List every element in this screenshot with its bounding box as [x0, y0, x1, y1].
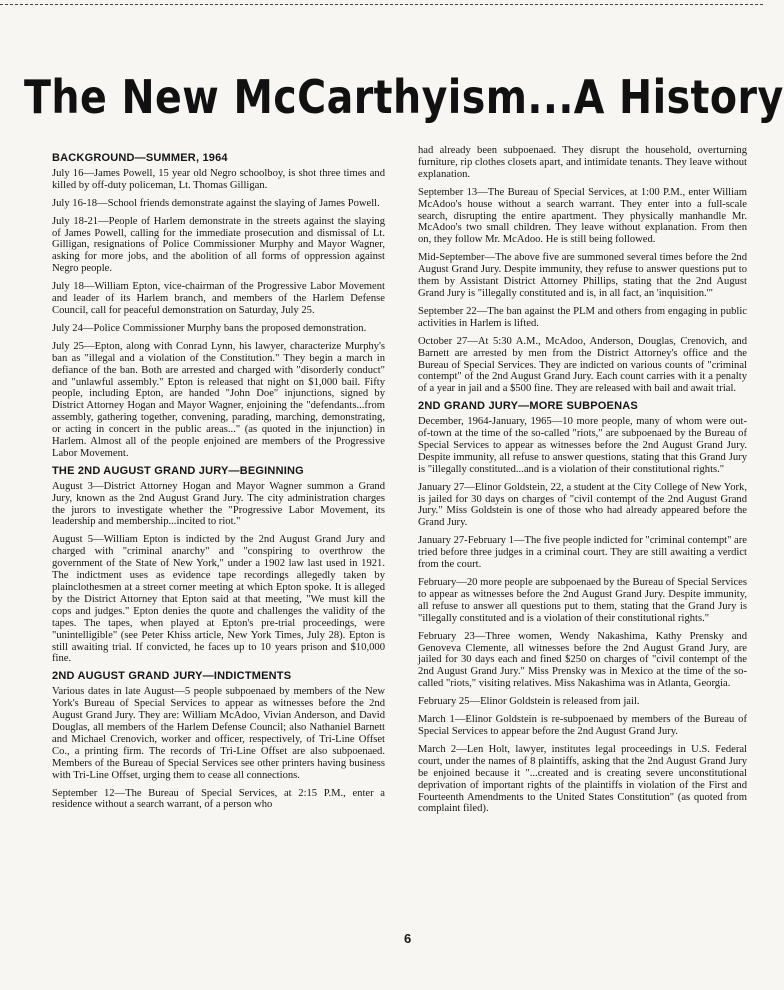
timeline-entry: July 25—Epton, along with Conrad Lynn, his lawyer, characterize Murphy's ban as "illegal and a violation of the Constitution." They begin a march in defiance of the ban. Both are arrested and charged with "disorderly conduct" and "unlawful assembly." Epton is released that night on $1,000 bail. Fifty people, including Epton, are handed "John Doe" injunctions, signed by District Attorney Hogan and Mayor Wagner, enjoining the "defendants...from assembly, gathering together, convening, parading, marching, demonstrating, or acting in concert in the public areas..." (as quoted in the injunction) in Harlem. Almost all of the people enjoined are members of the Progressive Labor Movement. — [52, 340, 385, 459]
timeline-entry: January 27-February 1—The five people indicted for "criminal contempt" are tried before three judges in a criminal court. They are still awaiting a verdict from the court. — [418, 535, 747, 571]
timeline-entry: July 16—James Powell, 15 year old Negro schoolboy, is shot three times and killed by off-duty policeman, Lt. Thomas Gilligan. — [52, 167, 385, 191]
left-column — [52, 153, 385, 817]
timeline-entry: September 13—The Bureau of Special Services, at 1:00 P.M., enter William McAdoo's house without a search warrant. They enter into a full-scale search, disrupting the entire apartment. They physically manhandle Mr. McAdoo's two small children. They leave without explanation. From then on, they follow Mr. McAdoo. He is still being followed. — [418, 186, 747, 246]
timeline-entry: March 2—Len Holt, lawyer, institutes legal proceedings in U.S. Federal court, under the names of 8 plaintiffs, asking that the 2nd August Grand Jury be enjoined because it "...created and is creating severe unconstitutional deprivation of important rights of the plaintiffs in violation of the First and Fourteenth Amendments to the United States Constitution" (as quoted from complaint filed). — [418, 743, 747, 815]
timeline-entry: September 22—The ban against the PLM and others from engaging in public activities in Harlem is lifted. — [418, 305, 747, 329]
section-heading: 2ND GRAND JURY—MORE SUBPOENAS — [418, 400, 638, 413]
timeline-entry: had already been subpoenaed. They disrupt the household, overturning furniture, rip clothes closets apart, and intimidate tenants. They leave without explanation. — [418, 145, 747, 180]
timeline-entry: Mid-September—The above five are summoned several times before the 2nd August Grand Jury. Despite immunity, they refuse to answer questions put to them by Assistant District Attorney Phillips, stating that the 2nd August Grand Jury is "illegally constituted and is, in all fact, an 'inquisition.'" — [418, 252, 747, 299]
timeline-entry: March 1—Elinor Goldstein is re-subpoenaed by members of the Bureau of Special Services to appear before the 2nd August Grand Jury. — [418, 714, 747, 737]
section-heading: THE 2ND AUGUST GRAND JURY—BEGINNING — [52, 464, 304, 477]
timeline-entry: February 25—Elinor Goldstein is released from jail. — [418, 696, 640, 708]
timeline-entry: July 18-21—People of Harlem demonstrate in the streets against the slaying of James Powell, calling for the immediate prosecution and dismissal of Lt. Gilligan, resignations of Police Commissioner Murphy and Mayor Wagner, asking for more jobs, and the abolition of all forms of oppression against Negro people. — [52, 215, 385, 275]
article-headline: The New McCarthyism...A History — [24, 70, 784, 124]
section-heading: 2ND AUGUST GRAND JURY—INDICTMENTS — [52, 670, 292, 683]
timeline-entry: July 18—William Epton, vice-chairman of the Progressive Labor Movement and leader of its Harlem branch, and members of the Harlem Defense Council, call for peaceful demonstration on Saturday, July 25. — [52, 281, 385, 316]
timeline-entry: September 12—The Bureau of Special Services, at 2:15 P.M., enter a residence without a search warrant, of a person who — [52, 787, 385, 811]
top-border — [0, 4, 763, 5]
timeline-entry: February—20 more people are subpoenaed by the Bureau of Special Services to appear as witnesses before the 2nd August Grand Jury. Despite immunity, all refuse to answer all questions put to them, stating that the Grand Jury is "illegally constituted and is a violation of their constitutional rights." — [418, 577, 747, 624]
timeline-entry: October 27—At 5:30 A.M., McAdoo, Anderson, Douglas, Crenovich, and Barnett are arrested by men from the District Attorney's office and the Bureau of Special Services. They are indicted on various counts of "criminal contempt" of the 2nd August Grand Jury. Each count carries with it a penalty of a year in jail and a $500 fine. They are released with bail and await trial. — [418, 335, 747, 395]
timeline-entry: August 3—District Attorney Hogan and Mayor Wagner summon a Grand Jury, known as the 2nd August Grand Jury. The city administration charges the jurors to investigate whether the "Progressive Labor Movement, its leadership and membership...incited to riot." — [52, 480, 385, 528]
timeline-entry: August 5—William Epton is indicted by the 2nd August Grand Jury and charged with "criminal anarchy" and "conspiring to overthrow the government of the State of New York," under a 1902 law last used in 1921. The indictment uses as evidence tape recordings allegedly taken by plainclothesmen at a street corner meeting at which Epton spoke. It is alleged by the District Attorney that Epton said at that meeting, "We must kill the cops and judges." Epton denies the quote and challenges the validity of the tapes. The tapes, when played at Epton's pre-trial proceedings, were "unintelligible" (see Peter Khiss article, New York Times, July 28). Epton is still awaiting trial. If convicted, he faces up to 10 years prison and $10,000 fine. — [52, 534, 385, 665]
right-column — [418, 145, 747, 821]
timeline-entry: February 23—Three women, Wendy Nakashima, Kathy Prensky and Genoveva Clemente, all witnesses before the 2nd August Grand Jury, are jailed for 30 days each and fined $250 on charges of "civil contempt of the 2nd August Grand Jury." Miss Prensky was in Mexico at the time of the so-called "riots," visiting relatives. Miss Nakashima was in Atlanta, Georgia. — [418, 630, 747, 690]
timeline-entry: December, 1964-January, 1965—10 more people, many of whom were out-of-town at the time of the so-called "riots," are subpoenaed by the Bureau of Special Services to appear as witnesses before the 2nd August Grand Jury. Despite immunity, all refuse to answer questions, stating that this Grand Jury is "illegally constituted...and is a violation of their constitutional rights." — [418, 416, 747, 475]
timeline-entry: January 27—Elinor Goldstein, 22, a student at the City College of New York, is jailed for 30 days on charges of "civil contempt of the 2nd August Grand Jury." Miss Goldstein is one of those who had already appeared before the Grand Jury. — [418, 481, 747, 529]
timeline-entry: Various dates in late August—5 people subpoenaed by members of the New York's Bureau of Special Services to appear as witnesses before the 2nd August Grand Jury. They are: William McAdoo, Vivian Anderson, and David Douglas, all members of the Harlem Defense Council; also Nathaniel Barnett and Michael Crenovich, worker and officer, respectively, of Tri-Line Offset Co., a printing firm. The records of Tri-Line Offset are also subpoenaed. Members of the Bureau of Special Services see other printers having business with Tri-Line Offset, urging them to cease all connections. — [52, 686, 385, 781]
section-heading: BACKGROUND—SUMMER, 1964 — [52, 152, 228, 164]
timeline-entry: July 16-18—School friends demonstrate against the slaying of James Powell. — [52, 197, 380, 209]
timeline-entry: July 24—Police Commissioner Murphy bans the proposed demonstration. — [52, 322, 367, 334]
page-number: 6 — [404, 931, 412, 946]
